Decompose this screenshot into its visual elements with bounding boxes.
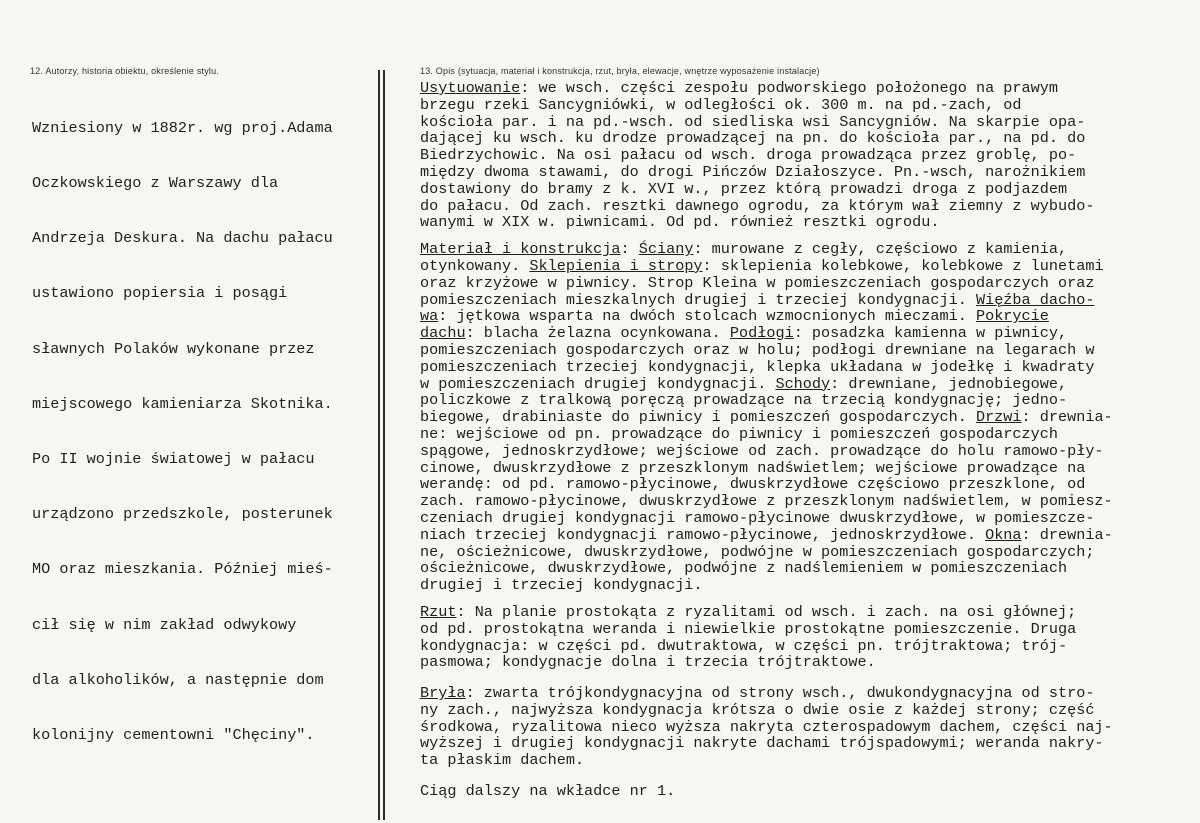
schody-label: Schody bbox=[775, 374, 831, 393]
text-line: cinowe, dwuskrzydłowe z przeszklonym nadświetlem; wejściowe prowadzące na bbox=[420, 458, 1086, 477]
text-line: wyższej i drugiej kondygnacji nakryte dachami trójspadowymi; weranda nakry- bbox=[420, 734, 1104, 753]
text-line: Po II wojnie światowej w pałacu bbox=[32, 450, 315, 469]
text-line: Materiał i konstrukcja: Ściany: murowane z cegły, częściowo z kamienia, bbox=[420, 240, 1068, 259]
text-line: urządzono przedszkole, posterunek bbox=[32, 505, 333, 524]
text-line: pomieszczeniach gospodarczych oraz w holu; podłogi drewniane na legarach w bbox=[420, 340, 1095, 359]
text-line: Oczkowskiego z Warszawy dla bbox=[32, 174, 279, 193]
text-line: Ciąg dalszy na wkładce nr 1. bbox=[420, 782, 676, 801]
text-line: drugiej i trzeciej kondygnacji. bbox=[420, 576, 703, 595]
text-line: dla alkoholików, a następnie dom bbox=[32, 670, 324, 689]
text-line: od pd. prostokątna weranda i niewielkie prostokątne pomieszczenie. Druga bbox=[420, 619, 1077, 638]
text-line: ościeżnicowe, dwuskrzydłowe, podwójne z nadślemieniem w pomieszczeniach bbox=[420, 559, 1068, 578]
okna-label: Okna bbox=[985, 525, 1022, 544]
text-line: w pomieszczeniach drugiej kondygnacji. Schody: drewniane, jednobiegowe, bbox=[420, 374, 1068, 393]
text-line: pasmowa; kondygnacje dolna i trzecia trójtraktowe. bbox=[420, 653, 876, 672]
text-line: brzegu rzeki Sancygniówki, w odległości ok. 300 m. na pd.-zach, od bbox=[420, 95, 1022, 114]
text-line: ne: wejściowe od pn. prowadzące do piwnicy i pomieszczeń gospodarczych bbox=[420, 424, 1058, 443]
section-12-header: 12. Autorzy, historia obiektu, określenie stylu. bbox=[30, 66, 220, 76]
text-line: otynkowany. Sklepienia i stropy: sklepienia kolebkowe, kolebkowe z lunetami bbox=[420, 256, 1104, 275]
text-line: środkowa, ryzalitowa nieco wyższa nakryta czterospadowym dachem, części naj- bbox=[420, 717, 1113, 736]
material-label: Materiał i konstrukcja bbox=[420, 240, 621, 259]
text-line: pomieszczeniach mieszkalnych drugiej i trzeciej kondygnacji. Więźba dacho- bbox=[420, 290, 1095, 309]
text-line: między dwoma stawami, do drogi Pińczów Działoszyce. Pn.-wsch, narożnikiem bbox=[420, 162, 1086, 181]
text-line: Biedrzychowic. Na osi pałacu od wsch. droga prowadząca przez groblę, po- bbox=[420, 146, 1077, 165]
text-line: Usytuowanie: we wsch. części zespołu podworskiego położonego na prawym bbox=[420, 79, 1058, 97]
sciany-label: Ściany bbox=[638, 240, 694, 259]
text-line: MO oraz mieszkania. Później mieś- bbox=[32, 560, 333, 579]
bryla-paragraph bbox=[420, 685, 1190, 769]
sklepienia-label: Sklepienia i stropy bbox=[529, 256, 703, 275]
description-text bbox=[420, 80, 1190, 800]
text-line: kościoła par. i na pd.-wsch. od siedliska wsi Sancygniów. Na skarpie opa- bbox=[420, 112, 1086, 131]
wiezba-label: Więźba dacho- bbox=[975, 290, 1095, 309]
rzut-label: Rzut bbox=[420, 602, 457, 621]
text-line: ta płaskim dachem. bbox=[420, 751, 585, 770]
text-line: Rzut: Na planie prostokąta z ryzalitami od wsch. i zach. na osi głównej; bbox=[420, 602, 1077, 621]
text-line: pomieszczeniach trzeciej kondygnacji, klepka układana w jodełkę i kwadraty bbox=[420, 357, 1095, 376]
text-line: kondygnacja: w części pd. dwutraktowa, w części pn. trójtraktowa; trój- bbox=[420, 636, 1068, 655]
text-line: ne, ościeżnicowe, dwuskrzydłowe, podwójne w pomieszczeniach gospodarczych; bbox=[420, 542, 1095, 561]
text-line: dostawiony do bramy z k. XVI w., przez którą prowadzi droga z podjazdem bbox=[420, 179, 1068, 198]
text-line: policzkowe z tralkową poręczą prowadzące na trzecią kondygnację; jedno- bbox=[420, 391, 1068, 410]
pokrycie-label: Pokrycie bbox=[975, 307, 1049, 326]
text-line: Bryła: zwarta trójkondygnacyjna od strony wsch., dwukondygnacyjna od stro- bbox=[420, 684, 1095, 703]
text-line: cił się w nim zakład odwykowy bbox=[32, 615, 297, 634]
text-line: wanymi w XIX w. piwnicami. Od pd. również resztki ogrodu. bbox=[420, 213, 940, 232]
text-line: oraz krzyżowe w piwnicy. Strop Kleina w pomieszczeniach gospodarczych oraz bbox=[420, 273, 1095, 292]
text-line: sławnych Polaków wykonane przez bbox=[32, 339, 315, 358]
text-line: Andrzeja Deskura. Na dachu pałacu bbox=[32, 229, 333, 248]
usytuowanie-paragraph bbox=[420, 80, 1190, 231]
text-line: spągowe, jednoskrzydłowe; wejściowe od zach. prowadzące do holu ramowo-pły- bbox=[420, 441, 1104, 460]
column-divider-left bbox=[378, 70, 380, 820]
text-line: miejscowego kamieniarza Skotnika. bbox=[32, 394, 333, 413]
text-line: dającej ku wsch. ku drodze prowadzącej na pn. do kościoła par., na pd. do bbox=[420, 129, 1086, 148]
text-line: kolonijny cementowni "Chęciny". bbox=[32, 726, 315, 745]
material-paragraph bbox=[420, 241, 1190, 594]
text-line: Wzniesiony w 1882r. wg proj.Adama bbox=[32, 118, 333, 137]
column-divider-right bbox=[383, 70, 385, 820]
text-line: do pałacu. Od zach. resztki dawnego ogrodu, za którym wał ziemny z wybudo- bbox=[420, 196, 1095, 215]
text-line: dachu: blacha żelazna ocynkowana. Podłogi: posadzka kamienna w piwnicy, bbox=[420, 324, 1068, 343]
text-line: ustawiono popiersia i posągi bbox=[32, 284, 288, 303]
text-line: werandę: od pd. ramowo-płycinowe, dwuskrzydłowe częściowo przeszklone, od bbox=[420, 475, 1086, 494]
text-line: czeniach drugiej kondygnacji ramowo-płycinowe dwuskrzydłowe, w pomieszcze- bbox=[420, 508, 1095, 527]
bryla-label: Bryła bbox=[420, 684, 466, 703]
rzut-paragraph bbox=[420, 604, 1190, 671]
podlogi-label: Podłogi bbox=[729, 324, 794, 343]
text-line: ny zach., najwyższa kondygnacja krótsza o dwie osie z każdej strony; część bbox=[420, 700, 1095, 719]
section-13-header: 13. Opis (sytuacja, materiał i konstrukcja, rzut, bryła, elewacje, wnętrze wyposażenie instalacje) bbox=[420, 66, 820, 76]
history-text bbox=[32, 82, 372, 781]
usytuowanie-label: Usytuowanie bbox=[420, 79, 521, 97]
text-line: wa: jętkowa wsparta na dwóch stolcach wzmocnionych mieczami. Pokrycie bbox=[420, 307, 1049, 326]
continuation-note bbox=[420, 783, 1190, 800]
drzwi-label: Drzwi bbox=[975, 408, 1022, 427]
text-line: zach. ramowo-płycinowe, dwuskrzydłowe z przeszklonym nadświetlem, w pomiesz- bbox=[420, 492, 1113, 511]
text-line: biegowe, drabiniaste do piwnicy i pomieszczeń gospodarczych. Drzwi: drewnia- bbox=[420, 408, 1113, 427]
text-line: niach trzeciej kondygnacji ramowo-płycinowe, jednoskrzydłowe. Okna: drewnia- bbox=[420, 525, 1113, 544]
